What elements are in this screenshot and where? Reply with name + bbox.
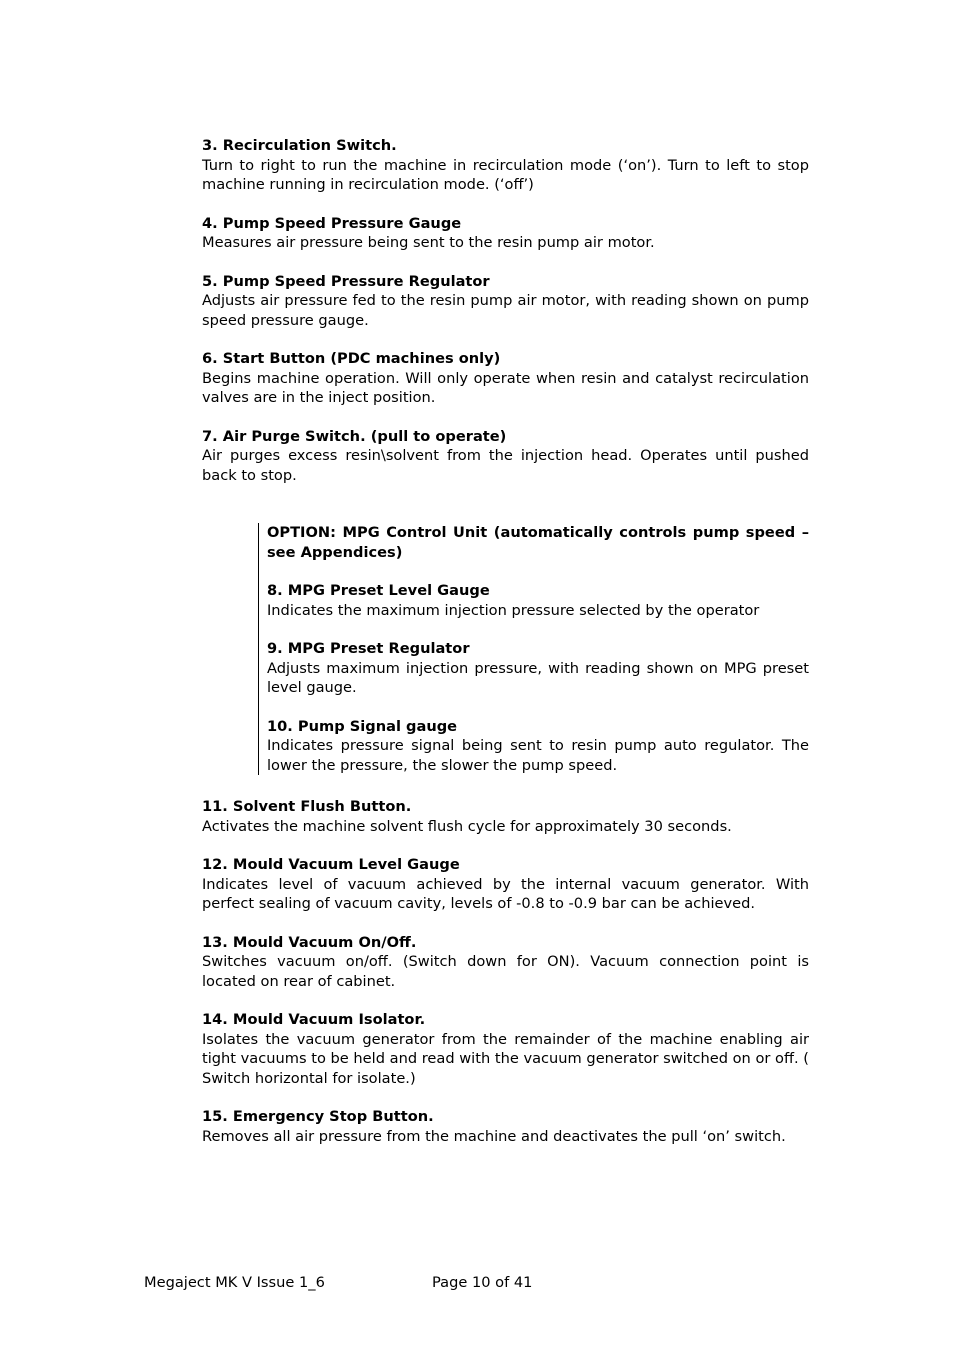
item-title: 3. Recirculation Switch. bbox=[202, 137, 397, 154]
section-pump-speed-pressure-regulator bbox=[202, 272, 809, 331]
item-description: Begins machine operation. Will only operate when resin and catalyst recirculation valves are in the inject position. bbox=[202, 369, 809, 406]
section-pump-speed-pressure-gauge bbox=[202, 214, 809, 253]
footer-page-number: Page 10 of 41 bbox=[432, 1274, 533, 1291]
item-description: Air purges excess resin\solvent from the injection head. Operates until pushed back to stop. bbox=[202, 447, 809, 484]
item-title: 10. Pump Signal gauge bbox=[267, 717, 458, 735]
item-description: Switches vacuum on/off. (Switch down for ON). Vacuum connection point is located on rear of cabinet. bbox=[202, 953, 809, 990]
item-description: Adjusts maximum injection pressure, with reading shown on MPG preset level gauge. bbox=[267, 659, 809, 696]
item-description: Removes all air pressure from the machine and deactivates the pull ‘on’ switch. bbox=[202, 1127, 786, 1145]
item-description: Adjusts air pressure fed to the resin pump air motor, with reading shown on pump speed pressure gauge. bbox=[202, 292, 809, 329]
section-mould-vacuum-on-off bbox=[202, 933, 809, 992]
document-body bbox=[202, 136, 809, 1165]
item-title: 5. Pump Speed Pressure Regulator bbox=[202, 272, 490, 290]
section-mpg-preset-level-gauge bbox=[267, 581, 809, 620]
section-air-purge-switch bbox=[202, 427, 809, 486]
item-description: Indicates the maximum injection pressure selected by the operator bbox=[267, 601, 760, 619]
section-pump-signal-gauge bbox=[267, 717, 809, 776]
section-mpg-preset-regulator bbox=[267, 639, 809, 698]
item-description: Indicates level of vacuum achieved by the internal vacuum generator. With perfect sealing of vacuum cavity, levels of -0.8 to -0.9 bar can be achieved. bbox=[202, 875, 809, 912]
item-title: 15. Emergency Stop Button. bbox=[202, 1108, 434, 1125]
item-description: Turn to right to run the machine in recirculation mode (‘on’). Turn to left to stop machine running in recirculation mode. (‘off’) bbox=[202, 156, 809, 193]
item-description: Isolates the vacuum generator from the remainder of the machine enabling air tight vacuums to be held and read with the vacuum generator switched on or off. ( Switch horizontal for isolate.) bbox=[202, 1030, 809, 1087]
item-description: Activates the machine solvent flush cycle for approximately 30 seconds. bbox=[202, 817, 732, 835]
item-title: 9. MPG Preset Regulator bbox=[267, 640, 470, 657]
item-description: Indicates pressure signal being sent to resin pump auto regulator. The lower the pressure, the slower the pump speed. bbox=[267, 737, 809, 774]
item-title: 6. Start Button (PDC machines only) bbox=[202, 350, 501, 367]
item-title: 8. MPG Preset Level Gauge bbox=[267, 582, 490, 599]
item-title: 11. Solvent Flush Button. bbox=[202, 798, 412, 815]
item-title: 13. Mould Vacuum On/Off. bbox=[202, 933, 417, 951]
item-title: 12. Mould Vacuum Level Gauge bbox=[202, 856, 460, 873]
item-title: 14. Mould Vacuum Isolator. bbox=[202, 1011, 426, 1028]
section-recirculation-switch bbox=[202, 136, 809, 195]
option-heading: OPTION: MPG Control Unit (automatically controls pump speed – see Appendices) bbox=[267, 524, 809, 561]
item-title: 7. Air Purge Switch. (pull to operate) bbox=[202, 427, 507, 445]
option-mpg-control-unit bbox=[258, 523, 809, 775]
item-description: Measures air pressure being sent to the resin pump air motor. bbox=[202, 234, 655, 251]
item-title: 4. Pump Speed Pressure Gauge bbox=[202, 214, 462, 232]
section-mould-vacuum-level-gauge bbox=[202, 855, 809, 914]
section-start-button bbox=[202, 349, 809, 408]
footer-document-id: Megaject MK V Issue 1_6 bbox=[144, 1274, 325, 1291]
section-mould-vacuum-isolator bbox=[202, 1010, 809, 1088]
section-emergency-stop-button bbox=[202, 1107, 809, 1146]
section-solvent-flush-button bbox=[202, 797, 809, 836]
